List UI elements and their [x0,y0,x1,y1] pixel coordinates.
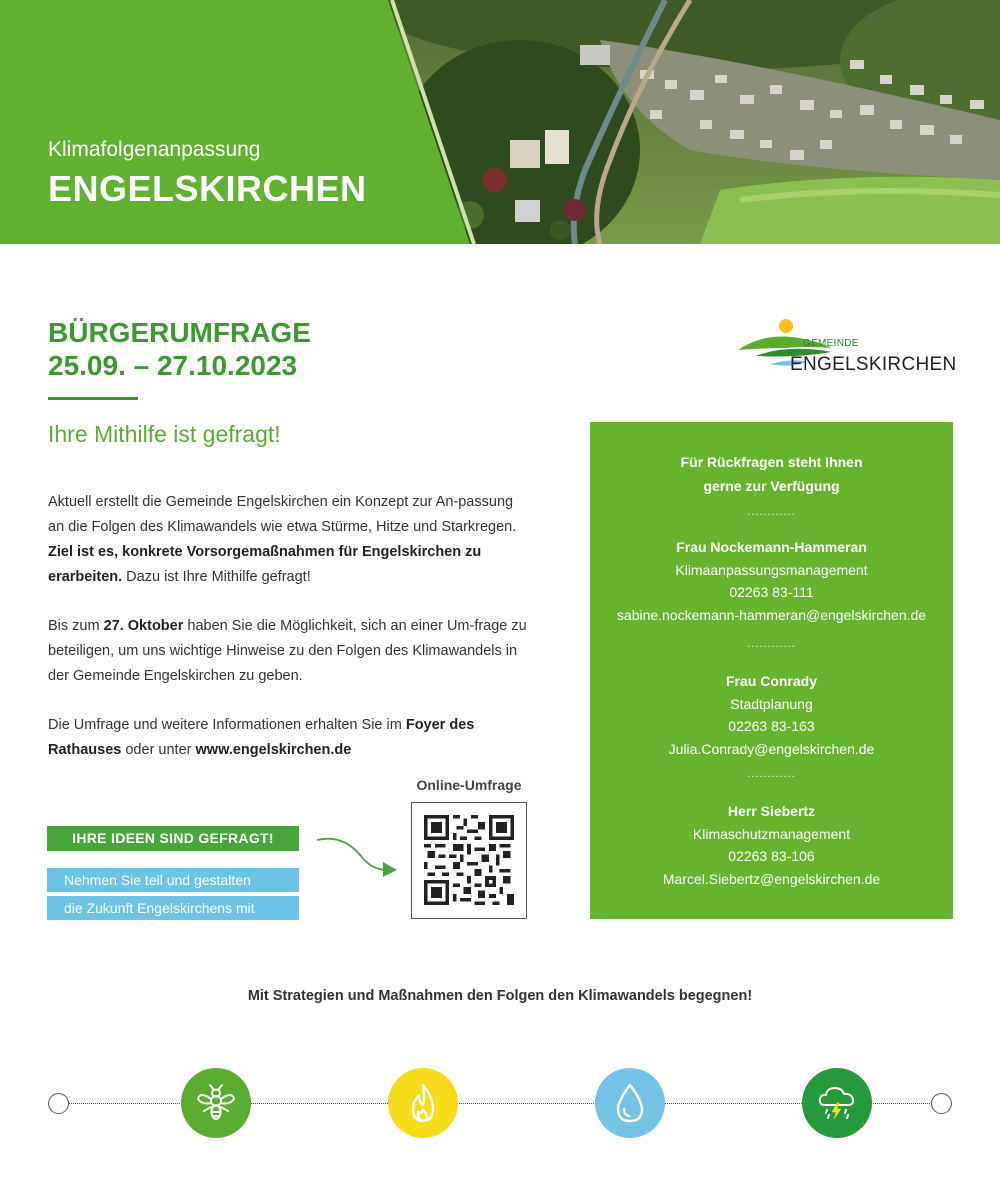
paragraph-intro [48,490,528,590]
paragraph-intro-help: Dazu ist Ihre Mithilfe gefragt! [122,569,311,585]
municipality-logo [736,318,957,380]
contact-separator: ............ [747,768,796,780]
paragraph-deadline [48,614,528,689]
contact-phone[interactable]: 02263 83-106 [728,848,815,864]
contact-role: Klimaschutzmanagement [692,826,851,842]
paragraph-info-location: Foyer des Rathauses [48,717,475,758]
timeline-end-circle [931,1093,952,1114]
contact-role: Stadtplanung [730,696,813,712]
logo-text-name: ENGELSKIRCHEN [790,354,957,375]
qr-code-icon [424,815,514,905]
heat-flame-icon [388,1068,458,1138]
timeline-start-circle [48,1093,69,1114]
contact-phone[interactable]: 02263 83-111 [729,584,814,600]
logo-text-small: GEMEINDE [803,338,859,349]
contact-intro-line2: gerne zur Verfügung [703,478,840,494]
paragraph-deadline-text: haben Sie die Möglichkeit, sich an einer Um-frage zu beteiligen, um uns wichtige Hinweise zu den Folgen des Klimawandels in der Gemeinde Engelskirchen zu geben. [48,618,527,684]
contact-email[interactable]: Julia.Conrady@engelskirchen.de [668,741,875,757]
online-survey-label: Online-Umfrage [416,777,522,793]
paragraph-intro-text: Aktuell erstellt die Gemeinde Engelskirchen ein Konzept zur An-passung an die Folgen des Klimawandels wie etwa Stürme, Hitze und Starkregen. [48,494,517,535]
contact-separator: ............ [747,506,796,518]
footer-slogan: Mit Strategien und Maßnahmen den Folgen den Klimawandels begegnen! [247,988,753,1004]
slogan: Ihre Mithilfe ist gefragt! [48,421,281,447]
paragraph-deadline-lead: Bis zum [48,618,104,634]
contact-email[interactable]: sabine.nockemann-hammeran@engelskirchen.de [616,607,927,623]
header-title: ENGELSKIRCHEN [48,168,367,209]
contact-email[interactable]: Marcel.Siebertz@engelskirchen.de [662,871,881,887]
paragraph-intro-goal: Ziel ist es, konkrete Vorsorgemaßnahmen für Engelskirchen zu erarbeiten. [48,544,482,585]
participate-banner-line1: Nehmen Sie teil und gestalten [47,868,299,892]
survey-title-line1: BÜRGERUMFRAGE [48,317,311,348]
storm-cloud-icon [802,1068,872,1138]
contact-name: Frau Conrady [725,673,817,689]
paragraph-deadline-date: 27. Oktober [103,618,184,634]
paragraph-info-lead: Die Umfrage und weitere Informationen erhalten Sie im [48,717,406,733]
survey-dates: 25.09. – 27.10.2023 [48,350,298,381]
contact-intro-line1: Für Rückfragen steht Ihnen [680,454,863,470]
ideas-banner: IHRE IDEEN SIND GEFRAGT! [47,826,299,851]
survey-qr-code[interactable] [411,802,527,919]
paragraph-info-or: oder unter [121,742,196,758]
contact-separator: ............ [747,638,796,650]
contact-role: Klimaanpassungsmanagement [675,562,868,578]
title-divider [48,397,138,400]
contact-name: Herr Siebertz [727,803,816,819]
contact-box [590,422,953,919]
insect-icon [181,1068,251,1138]
water-drop-icon [595,1068,665,1138]
website-link[interactable]: www.engelskirchen.de [195,742,352,758]
contact-name: Frau Nockemann-Hammeran [676,539,867,555]
survey-title [48,316,311,382]
paragraph-info [48,713,528,763]
header-subtitle: Klimafolgenanpassung [48,138,261,161]
contact-phone[interactable]: 02263 83-163 [728,718,815,734]
arrow-to-qr-icon [313,828,403,884]
header-banner [0,0,1000,244]
participate-banner-line2: die Zukunft Engelskirchens mit [47,896,299,920]
